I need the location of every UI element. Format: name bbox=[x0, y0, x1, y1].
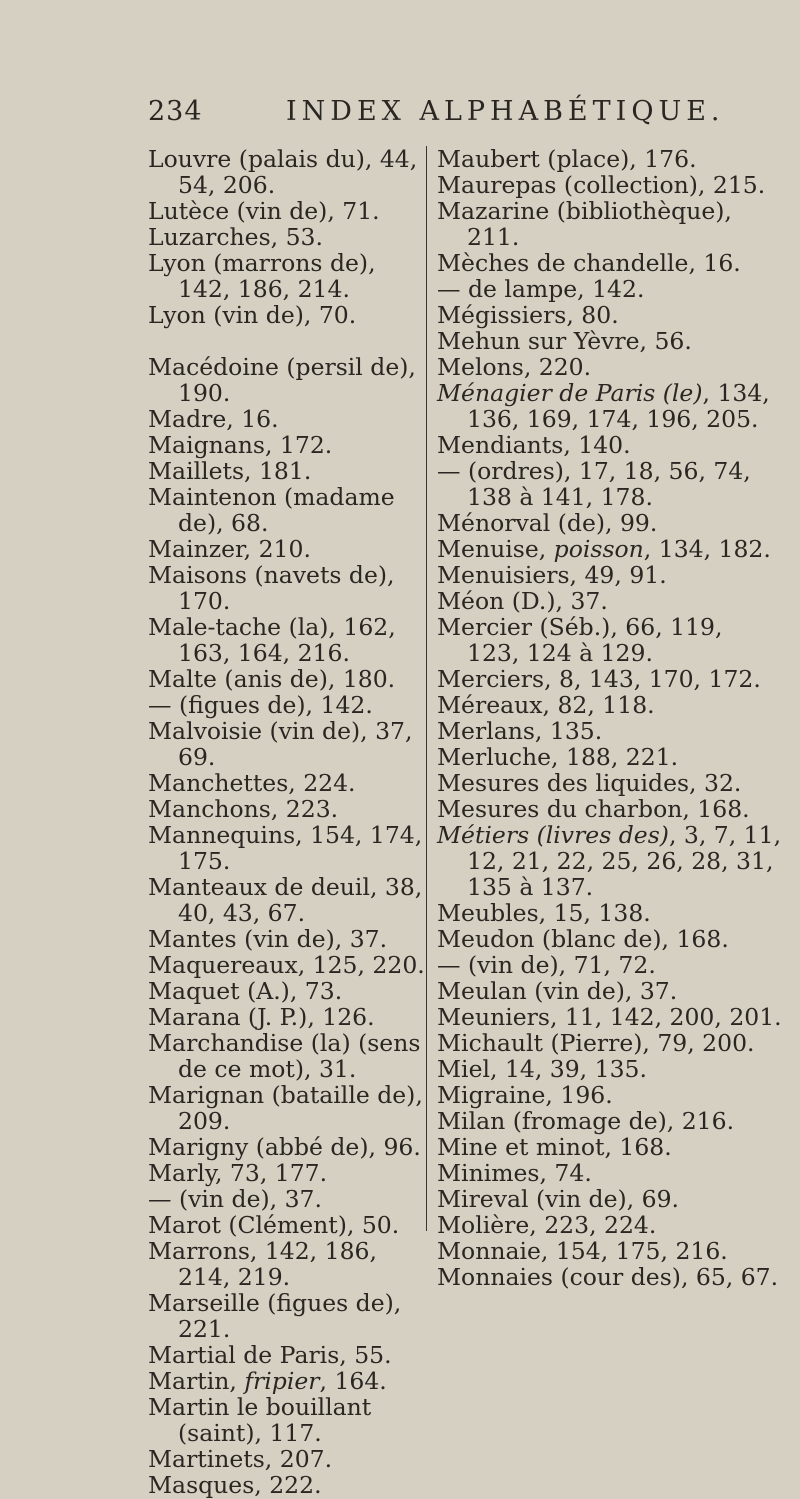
entry-text: , 134, 136, 169, 174, 196, 205. bbox=[467, 379, 770, 433]
index-entry bbox=[437, 1030, 782, 1056]
index-entry bbox=[148, 406, 433, 432]
entry-text: Minimes, 74. bbox=[437, 1159, 592, 1187]
entry-text: Marignan (bataille de), 209. bbox=[148, 1081, 423, 1135]
index-entry bbox=[148, 198, 433, 224]
entry-text: Meudon (blanc de), 168. bbox=[437, 925, 729, 953]
entry-text: Lutèce (vin de), 71. bbox=[148, 197, 380, 225]
index-entry bbox=[437, 1212, 782, 1238]
entry-text: Meulan (vin de), 37. bbox=[437, 977, 678, 1005]
index-entry bbox=[148, 562, 433, 614]
left-index-column bbox=[148, 146, 433, 1498]
page-header bbox=[148, 96, 788, 132]
entry-text: Maignans, 172. bbox=[148, 431, 333, 459]
index-entry bbox=[148, 1004, 433, 1030]
index-entry bbox=[148, 978, 433, 1004]
entry-text: — (vin de), 71, 72. bbox=[437, 951, 656, 979]
entry-text: Manteaux de deuil, 38, 40, 43, 67. bbox=[148, 873, 423, 927]
entry-text: Martin le bouillant (saint), 117. bbox=[148, 1393, 372, 1447]
index-entry bbox=[148, 770, 433, 796]
index-entry bbox=[437, 198, 782, 250]
entry-text: Mireval (vin de), 69. bbox=[437, 1185, 679, 1213]
index-entry bbox=[148, 692, 433, 718]
entry-text: Marly, 73, 177. bbox=[148, 1159, 328, 1187]
index-entry bbox=[437, 1082, 782, 1108]
index-entry bbox=[148, 146, 433, 198]
entry-text: Marana (J. P.), 126. bbox=[148, 1003, 375, 1031]
entry-text: Mainzer, 210. bbox=[148, 535, 311, 563]
entry-text: Mesures du charbon, 168. bbox=[437, 795, 750, 823]
index-entry bbox=[437, 770, 782, 796]
entry-text: Meubles, 15, 138. bbox=[437, 899, 651, 927]
index-entry bbox=[148, 484, 433, 536]
entry-text: Macédoine (persil de), 190. bbox=[148, 353, 416, 407]
index-entry bbox=[437, 276, 782, 302]
entry-text: Male-tache (la), 162, 163, 164, 216. bbox=[148, 613, 396, 667]
entry-text: Miel, 14, 39, 135. bbox=[437, 1055, 647, 1083]
entry-text: poisson bbox=[553, 535, 644, 563]
index-entry bbox=[437, 588, 782, 614]
index-entry bbox=[148, 250, 433, 302]
entry-text: Marseille (figues de), 221. bbox=[148, 1289, 402, 1343]
index-entry bbox=[148, 1368, 433, 1394]
entry-text: Lyon (vin de), 70. bbox=[148, 301, 357, 329]
entry-text: Marchandise (la) (sens de ce mot), 31. bbox=[148, 1029, 421, 1083]
index-entry bbox=[437, 1160, 782, 1186]
index-entry bbox=[437, 458, 782, 510]
index-entry bbox=[148, 1134, 433, 1160]
index-entry bbox=[437, 354, 782, 380]
entry-text: Maquet (A.), 73. bbox=[148, 977, 343, 1005]
entry-text: Ménagier de Paris (le) bbox=[437, 379, 703, 407]
index-entry bbox=[437, 666, 782, 692]
entry-text: Louvre (palais du), 44, 54, 206. bbox=[148, 145, 418, 199]
entry-text: Maisons (navets de), 170. bbox=[148, 561, 395, 615]
index-entry bbox=[437, 302, 782, 328]
entry-text: Manchettes, 224. bbox=[148, 769, 356, 797]
entry-text: Meuniers, 11, 142, 200, 201. bbox=[437, 1003, 782, 1031]
index-entry bbox=[437, 1186, 782, 1212]
entry-text: Malvoisie (vin de), 37, 69. bbox=[148, 717, 413, 771]
entry-text: Merlans, 135. bbox=[437, 717, 603, 745]
entry-text: Marot (Clément), 50. bbox=[148, 1211, 400, 1239]
right-index-column bbox=[437, 146, 782, 1290]
running-title: INDEX ALPHABÉTIQUE. bbox=[286, 96, 725, 127]
entry-text: Maubert (place), 176. bbox=[437, 145, 697, 173]
index-entry bbox=[148, 926, 433, 952]
entry-text: Maillets, 181. bbox=[148, 457, 312, 485]
entry-text: , 134, 182. bbox=[643, 535, 771, 563]
index-entry bbox=[437, 744, 782, 770]
index-entry bbox=[148, 1446, 433, 1472]
entry-text: — (vin de), 37. bbox=[148, 1185, 322, 1213]
index-entry bbox=[148, 614, 433, 666]
entry-text: Mine et minot, 168. bbox=[437, 1133, 672, 1161]
entry-text: — de lampe, 142. bbox=[437, 275, 645, 303]
index-entry bbox=[437, 1056, 782, 1082]
entry-text: fripier bbox=[244, 1367, 320, 1395]
entry-text: , 164. bbox=[319, 1367, 387, 1395]
entry-text: Méon (D.), 37. bbox=[437, 587, 608, 615]
entry-text: Maurepas (collection), 215. bbox=[437, 171, 766, 199]
index-entry bbox=[148, 822, 433, 874]
entry-text: Luzarches, 53. bbox=[148, 223, 323, 251]
entry-text: Madre, 16. bbox=[148, 405, 279, 433]
entry-text: Martial de Paris, 55. bbox=[148, 1341, 392, 1369]
index-entry bbox=[437, 510, 782, 536]
entry-text: Métiers (livres des) bbox=[437, 821, 669, 849]
entry-text: Masques, 222. bbox=[148, 1471, 322, 1499]
index-entry bbox=[148, 354, 433, 406]
index-entry bbox=[437, 692, 782, 718]
index-entry bbox=[148, 1342, 433, 1368]
index-entry bbox=[148, 1394, 433, 1446]
index-entry bbox=[148, 536, 433, 562]
entry-text: Martinets, 207. bbox=[148, 1445, 333, 1473]
entry-text: Menuise, bbox=[437, 535, 554, 563]
entry-text: Maintenon (madame de), 68. bbox=[148, 483, 395, 537]
entry-text: Molière, 223, 224. bbox=[437, 1211, 657, 1239]
index-entry bbox=[437, 1004, 782, 1030]
index-entry bbox=[437, 172, 782, 198]
entry-text: Merciers, 8, 143, 170, 172. bbox=[437, 665, 761, 693]
index-entry bbox=[148, 458, 433, 484]
index-entry bbox=[437, 328, 782, 354]
entry-text: Marrons, 142, 186, 214, 219. bbox=[148, 1237, 377, 1291]
index-entry bbox=[148, 1212, 433, 1238]
page-number: 234 bbox=[148, 96, 203, 127]
entry-text: Manchons, 223. bbox=[148, 795, 339, 823]
entry-text: Menuisiers, 49, 91. bbox=[437, 561, 667, 589]
index-entry bbox=[148, 224, 433, 250]
entry-text: Mazarine (bibliothèque), 211. bbox=[437, 197, 732, 251]
index-entry bbox=[437, 1264, 782, 1290]
index-entry bbox=[437, 926, 782, 952]
index-entry bbox=[437, 822, 782, 900]
index-entry bbox=[437, 432, 782, 458]
entry-text: Migraine, 196. bbox=[437, 1081, 613, 1109]
entry-text: Martin, bbox=[148, 1367, 245, 1395]
index-entry bbox=[437, 796, 782, 822]
index-entry bbox=[437, 978, 782, 1004]
entry-text: Mantes (vin de), 37. bbox=[148, 925, 388, 953]
entry-text: Milan (fromage de), 216. bbox=[437, 1107, 735, 1135]
entry-text: Maquereaux, 125, 220. bbox=[148, 951, 425, 979]
index-entry bbox=[437, 952, 782, 978]
index-entry bbox=[148, 1082, 433, 1134]
index-entry bbox=[148, 1030, 433, 1082]
entry-text: Ménorval (de), 99. bbox=[437, 509, 658, 537]
entry-text: , 3, 7, 11, 12, 21, 22, 25, 26, 28, 31, 135 à 137. bbox=[467, 821, 782, 901]
entry-text: Mendiants, 140. bbox=[437, 431, 631, 459]
index-entry bbox=[437, 562, 782, 588]
index-entry bbox=[437, 718, 782, 744]
index-entry bbox=[437, 250, 782, 276]
index-entry bbox=[437, 900, 782, 926]
entry-text: Monnaie, 154, 175, 216. bbox=[437, 1237, 728, 1265]
entry-text: Marigny (abbé de), 96. bbox=[148, 1133, 421, 1161]
index-entry bbox=[148, 1472, 433, 1498]
index-entry bbox=[437, 1134, 782, 1160]
column-divider bbox=[426, 146, 427, 1231]
index-entry bbox=[148, 1290, 433, 1342]
entry-text: Mégissiers, 80. bbox=[437, 301, 619, 329]
index-entry bbox=[148, 666, 433, 692]
index-entry bbox=[148, 432, 433, 458]
entry-text: Mesures des liquides, 32. bbox=[437, 769, 742, 797]
entry-text: Mercier (Séb.), 66, 119, 123, 124 à 129. bbox=[437, 613, 723, 667]
index-entry bbox=[437, 146, 782, 172]
index-entry bbox=[148, 1238, 433, 1290]
index-entry bbox=[148, 874, 433, 926]
entry-text: Malte (anis de), 180. bbox=[148, 665, 396, 693]
index-entry bbox=[437, 380, 782, 432]
index-entry bbox=[148, 1160, 433, 1186]
entry-text: Mehun sur Yèvre, 56. bbox=[437, 327, 692, 355]
index-entry bbox=[148, 796, 433, 822]
entry-text: Monnaies (cour des), 65, 67. bbox=[437, 1263, 779, 1291]
entry-text: Melons, 220. bbox=[437, 353, 592, 381]
entry-text: — (ordres), 17, 18, 56, 74, 138 à 141, 178. bbox=[437, 457, 751, 511]
entry-text: — (figues de), 142. bbox=[148, 691, 373, 719]
section-gap bbox=[148, 328, 433, 354]
entry-text: Lyon (marrons de), 142, 186, 214. bbox=[148, 249, 376, 303]
entry-text: Mèches de chandelle, 16. bbox=[437, 249, 741, 277]
index-entry bbox=[437, 614, 782, 666]
index-entry bbox=[437, 536, 782, 562]
entry-text: Michault (Pierre), 79, 200. bbox=[437, 1029, 755, 1057]
index-entry bbox=[437, 1108, 782, 1134]
index-entry bbox=[148, 718, 433, 770]
index-entry bbox=[148, 952, 433, 978]
index-entry bbox=[437, 1238, 782, 1264]
index-entry bbox=[148, 1186, 433, 1212]
entry-text: Mannequins, 154, 174, 175. bbox=[148, 821, 423, 875]
index-entry bbox=[148, 302, 433, 328]
entry-text: Merluche, 188, 221. bbox=[437, 743, 679, 771]
entry-text: Méreaux, 82, 118. bbox=[437, 691, 655, 719]
